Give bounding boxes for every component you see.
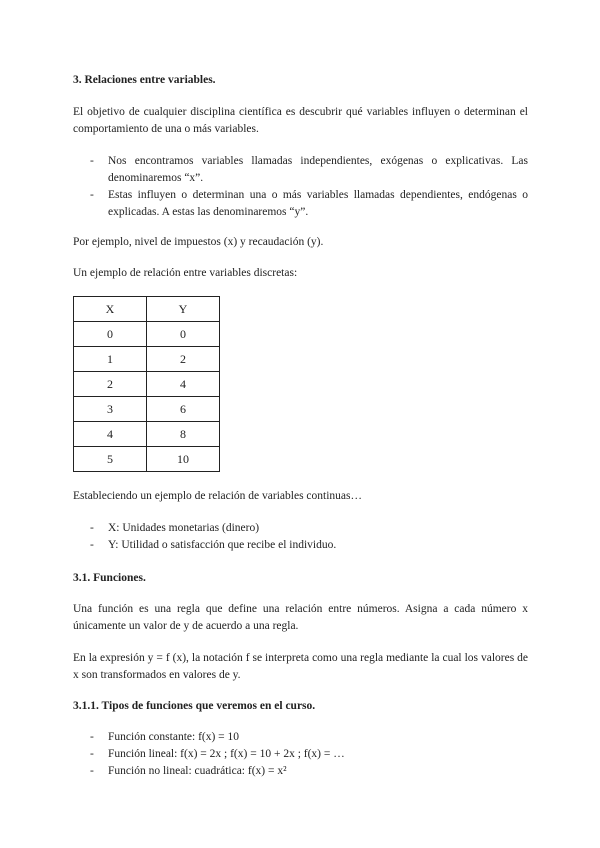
list-item-text: Y: Utilidad o satisfacción que recibe el individuo. — [108, 539, 337, 551]
table-row — [74, 347, 220, 372]
list-item-text: Función constante: f(x) = 10 — [108, 731, 240, 743]
table-cell: 0 — [74, 322, 147, 347]
table-cell: 4 — [147, 372, 220, 397]
table-cell: 5 — [74, 447, 147, 472]
list-item: - Estas influyen o determinan una o más variables llamadas dependientes, endógenas o explicadas. A estas las denominaremos “y”. — [90, 189, 528, 218]
discrete-variables-table — [73, 296, 220, 472]
table-row — [74, 422, 220, 447]
functions-paragraph-1: Una función es una regla que define una relación entre números. Asigna a cada número x únicamente un valor de y de acuerdo a una regla. — [73, 603, 528, 632]
table-header-x: X — [74, 297, 147, 322]
list-item: - Y: Utilidad o satisfacción que recibe el individuo. — [90, 539, 337, 551]
variables-list — [90, 153, 528, 221]
list-item: - Función no lineal: cuadrática: f(x) = x² — [90, 765, 287, 777]
table-row — [74, 322, 220, 347]
table-cell: 1 — [74, 347, 147, 372]
table-row — [74, 397, 220, 422]
list-item-text: Función lineal: f(x) = 2x ; f(x) = 10 + 2x ; f(x) = … — [108, 748, 345, 760]
table-cell: 0 — [147, 322, 220, 347]
discrete-intro: Un ejemplo de relación entre variables discretas: — [73, 267, 298, 279]
table-cell: 6 — [147, 397, 220, 422]
list-item: - X: Unidades monetarias (dinero) — [90, 522, 260, 534]
continuous-intro: Estableciendo un ejemplo de relación de variables continuas… — [73, 490, 362, 502]
list-item-text: Nos encontramos variables llamadas independientes, exógenas o explicativas. Las denominaremos “x”. — [108, 155, 528, 184]
table-row — [74, 447, 220, 472]
table-row — [74, 372, 220, 397]
table-header-row — [74, 297, 220, 322]
list-item: - Función constante: f(x) = 10 — [90, 731, 240, 743]
section-3-intro: El objetivo de cualquier disciplina científica es descubrir qué variables influyen o determinan el comportamiento de una o más variables. — [73, 106, 528, 135]
list-item: - Nos encontramos variables llamadas independientes, exógenas o explicativas. Las denominaremos “x”. — [90, 155, 528, 184]
function-types-list — [90, 729, 528, 780]
table-cell: 2 — [74, 372, 147, 397]
example-text: Por ejemplo, nivel de impuestos (x) y recaudación (y). — [73, 236, 324, 248]
continuous-list — [90, 520, 528, 554]
functions-paragraph-2: En la expresión y = f (x), la notación f se interpreta como una regla mediante la cual los valores de x son transformados en valores de y. — [73, 652, 528, 681]
section-3-1-heading: 3.1. Funciones. — [73, 572, 146, 584]
section-3-1-1-heading: 3.1.1. Tipos de funciones que veremos en el curso. — [73, 700, 316, 712]
section-3-heading: 3. Relaciones entre variables. — [73, 74, 216, 86]
table-cell: 3 — [74, 397, 147, 422]
table-header-y: Y — [147, 297, 220, 322]
table-cell: 4 — [74, 422, 147, 447]
list-item: - Función lineal: f(x) = 2x ; f(x) = 10 + 2x ; f(x) = … — [90, 748, 345, 760]
table-cell: 8 — [147, 422, 220, 447]
list-item-text: X: Unidades monetarias (dinero) — [108, 522, 260, 534]
table-cell: 10 — [147, 447, 220, 472]
list-item-text: Estas influyen o determinan una o más variables llamadas dependientes, endógenas o explicadas. A estas las denominaremos “y”. — [108, 189, 528, 218]
table-cell: 2 — [147, 347, 220, 372]
list-item-text: Función no lineal: cuadrática: f(x) = x² — [108, 765, 287, 777]
